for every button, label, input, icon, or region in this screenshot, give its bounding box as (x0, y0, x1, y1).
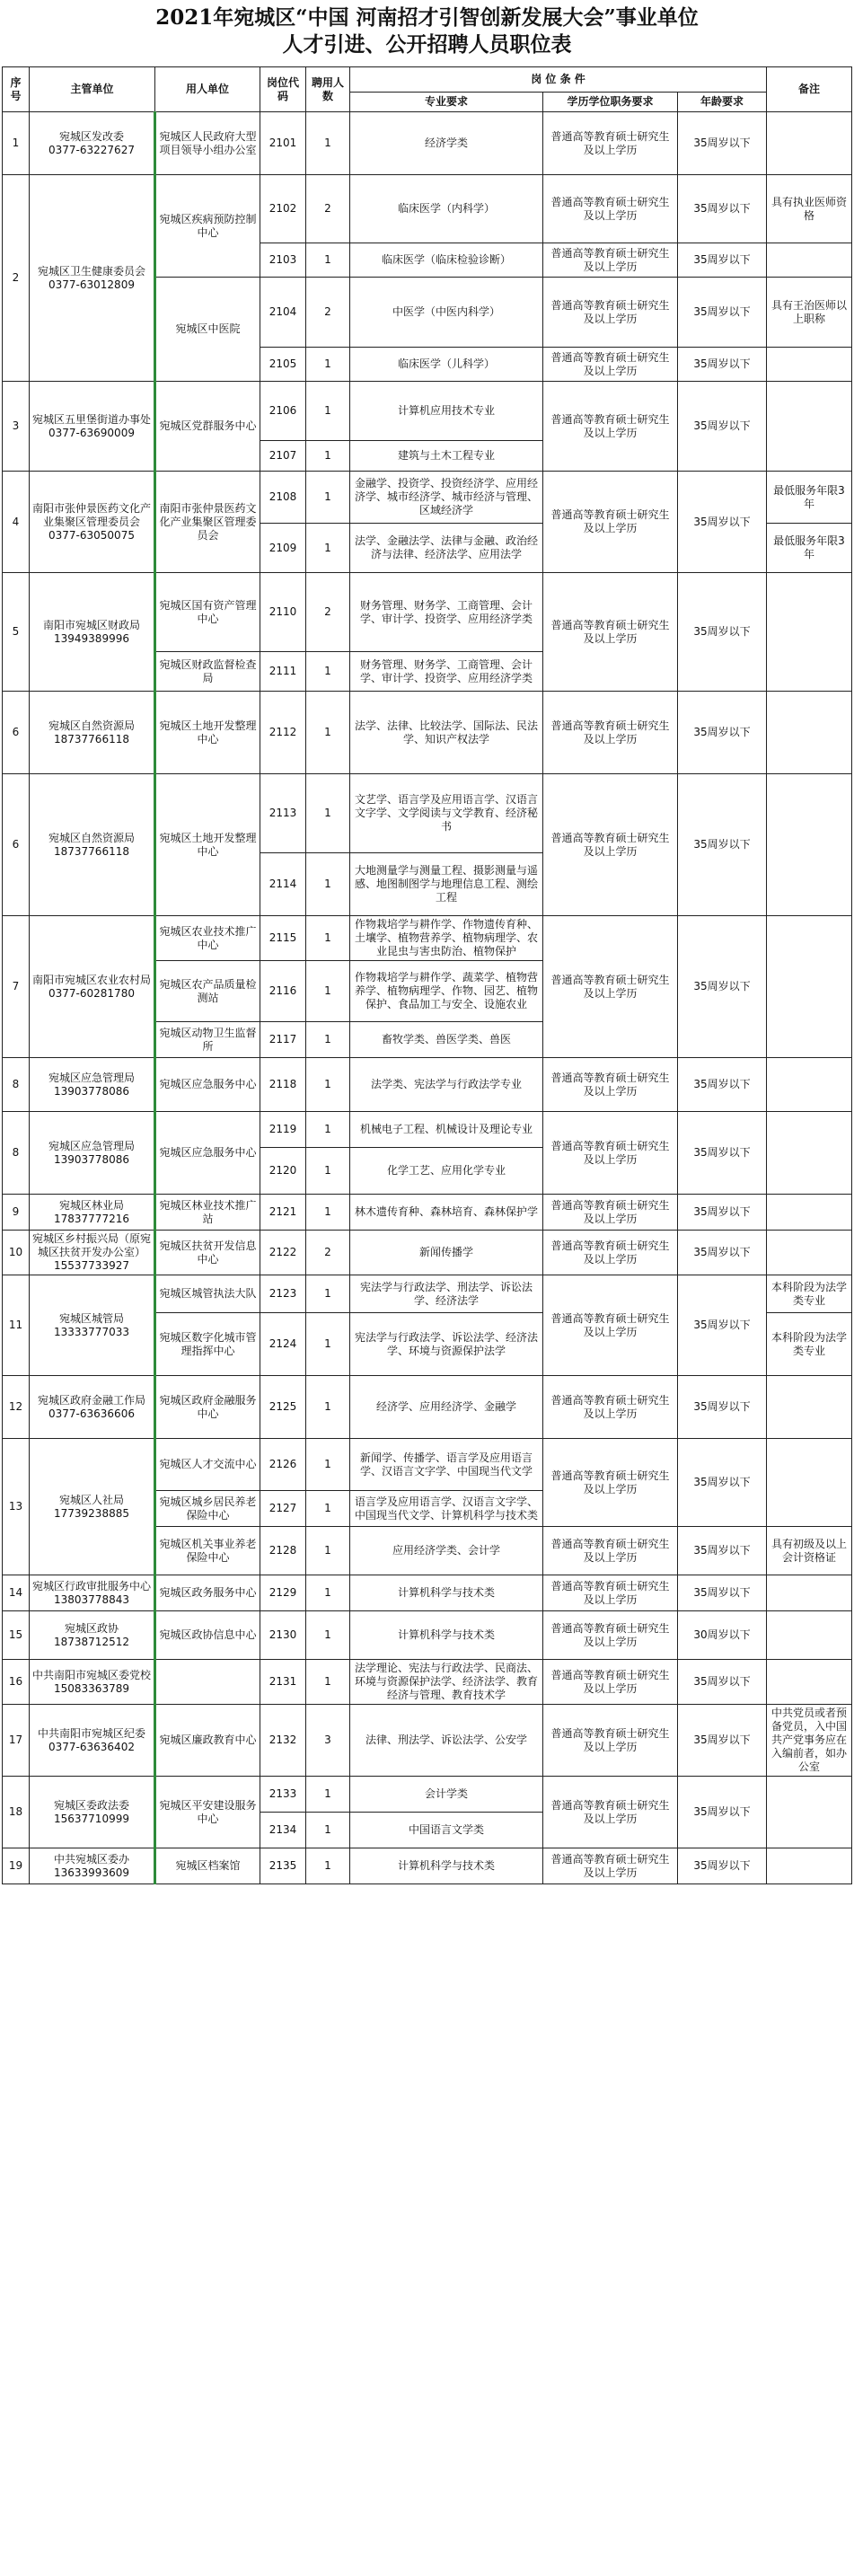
row-dept: 宛城区卫生健康委员会 0377-63012809 (30, 175, 155, 382)
row-unit: 宛城区党群服务中心 (155, 382, 260, 472)
row-unit: 宛城区农产品质量检测站 (155, 961, 260, 1022)
row-degree: 普通高等教育硕士研究生及以上学历 (543, 382, 678, 472)
row-unit: 宛城区应急服务中心 (155, 1112, 260, 1195)
row-seq: 6 (3, 774, 30, 916)
row-note (767, 112, 852, 175)
table-row (3, 112, 852, 175)
row-code: 2113 (260, 774, 306, 853)
row-code: 2135 (260, 1848, 306, 1884)
row-major: 新闻学、传播学、语言学及应用语言学、汉语言文字学、中国现当代文学 (350, 1439, 543, 1491)
row-seq: 19 (3, 1848, 30, 1884)
header-code: 岗位代码 (260, 67, 306, 112)
row-count: 1 (306, 472, 350, 524)
table-row (3, 1231, 852, 1275)
row-dept: 宛城区行政审批服务中心 13803778843 (30, 1575, 155, 1611)
row-note (767, 1848, 852, 1884)
row-major: 计算机科学与技术类 (350, 1575, 543, 1611)
row-age: 35周岁以下 (678, 1848, 767, 1884)
row-age: 35周岁以下 (678, 348, 767, 382)
row-unit: 宛城区应急服务中心 (155, 1058, 260, 1112)
row-code: 2124 (260, 1313, 306, 1376)
row-count: 1 (306, 1527, 350, 1575)
row-seq: 13 (3, 1439, 30, 1575)
row-degree: 普通高等教育硕士研究生及以上学历 (543, 692, 678, 774)
row-major: 法学类、宪法学与行政法学专业 (350, 1058, 543, 1112)
row-degree: 普通高等教育硕士研究生及以上学历 (543, 1527, 678, 1575)
row-count: 1 (306, 348, 350, 382)
row-major: 法学理论、宪法与行政法学、民商法、环境与资源保护法学、经济法学、教育经济与管理、教育技术学 (350, 1660, 543, 1705)
row-age: 35周岁以下 (678, 916, 767, 1058)
row-unit: 宛城区中医院 (155, 278, 260, 382)
row-count: 1 (306, 1813, 350, 1848)
row-unit: 宛城区动物卫生监督所 (155, 1022, 260, 1058)
row-degree: 普通高等教育硕士研究生及以上学历 (543, 774, 678, 916)
row-note (767, 382, 852, 472)
row-age: 30周岁以下 (678, 1611, 767, 1660)
row-dept: 宛城区人社局 17739238885 (30, 1439, 155, 1575)
row-seq: 2 (3, 175, 30, 382)
table-row (3, 472, 852, 524)
row-unit (155, 1660, 260, 1705)
row-major: 临床医学（内科学） (350, 175, 543, 243)
row-note (767, 348, 852, 382)
row-count: 1 (306, 1313, 350, 1376)
row-seq: 12 (3, 1376, 30, 1439)
row-major: 化学工艺、应用化学专业 (350, 1148, 543, 1195)
row-code: 2111 (260, 652, 306, 692)
row-note (767, 1058, 852, 1112)
row-unit: 宛城区政协信息中心 (155, 1611, 260, 1660)
row-note (767, 916, 852, 1058)
row-unit: 宛城区平安建设服务中心 (155, 1777, 260, 1848)
row-note: 本科阶段为法学类专业 (767, 1275, 852, 1313)
row-degree: 普通高等教育硕士研究生及以上学历 (543, 175, 678, 243)
row-count: 1 (306, 1660, 350, 1705)
table-row (3, 1439, 852, 1491)
row-major: 中医学（中医内科学） (350, 278, 543, 348)
row-major: 宪法学与行政法学、刑法学、诉讼法学、经济法学 (350, 1275, 543, 1313)
row-age: 35周岁以下 (678, 1705, 767, 1777)
table-row (3, 1611, 852, 1660)
row-age: 35周岁以下 (678, 573, 767, 692)
row-major: 文艺学、语言学及应用语言学、汉语言文字学、文学阅读与文学教育、经济秘书 (350, 774, 543, 853)
row-count: 2 (306, 175, 350, 243)
row-dept: 中共南阳市宛城区委党校15083363789 (30, 1660, 155, 1705)
row-degree: 普通高等教育硕士研究生及以上学历 (543, 1575, 678, 1611)
row-count: 1 (306, 853, 350, 916)
row-count: 1 (306, 692, 350, 774)
row-code: 2105 (260, 348, 306, 382)
row-count: 1 (306, 1195, 350, 1231)
table-row (3, 692, 852, 774)
row-note (767, 1611, 852, 1660)
row-count: 1 (306, 112, 350, 175)
row-major: 应用经济学类、会计学 (350, 1527, 543, 1575)
row-degree: 普通高等教育硕士研究生及以上学历 (543, 1376, 678, 1439)
row-code: 2118 (260, 1058, 306, 1112)
row-count: 1 (306, 1112, 350, 1148)
row-seq: 14 (3, 1575, 30, 1611)
row-code: 2123 (260, 1275, 306, 1313)
row-age: 35周岁以下 (678, 1195, 767, 1231)
row-seq: 9 (3, 1195, 30, 1231)
row-age: 35周岁以下 (678, 175, 767, 243)
row-code: 2127 (260, 1491, 306, 1527)
row-unit: 宛城区政务服务中心 (155, 1575, 260, 1611)
row-code: 2101 (260, 112, 306, 175)
row-degree: 普通高等教育硕士研究生及以上学历 (543, 112, 678, 175)
row-major: 临床医学（儿科学） (350, 348, 543, 382)
row-major: 金融学、投资学、投资经济学、应用经济学、城市经济学、城市经济与管理、区域经济学 (350, 472, 543, 524)
row-code: 2102 (260, 175, 306, 243)
row-code: 2125 (260, 1376, 306, 1439)
row-note (767, 1112, 852, 1195)
row-count: 1 (306, 1148, 350, 1195)
row-age: 35周岁以下 (678, 278, 767, 348)
row-code: 2103 (260, 243, 306, 278)
row-age: 35周岁以下 (678, 472, 767, 573)
table-row (3, 1376, 852, 1439)
row-code: 2132 (260, 1705, 306, 1777)
row-degree: 普通高等教育硕士研究生及以上学历 (543, 1058, 678, 1112)
row-dept: 宛城区委政法委 15637710999 (30, 1777, 155, 1848)
row-age: 35周岁以下 (678, 1112, 767, 1195)
row-dept: 中共南阳市宛城区纪委 0377-63636402 (30, 1705, 155, 1777)
row-count: 1 (306, 1058, 350, 1112)
row-dept: 宛城区政府金融工作局 0377-63636606 (30, 1376, 155, 1439)
row-unit: 宛城区人民政府大型项目领导小组办公室 (155, 112, 260, 175)
row-count: 2 (306, 278, 350, 348)
row-note (767, 1231, 852, 1275)
row-major: 计算机科学与技术类 (350, 1611, 543, 1660)
row-major: 会计学类 (350, 1777, 543, 1813)
row-count: 1 (306, 1376, 350, 1439)
row-major: 计算机应用技术专业 (350, 382, 543, 441)
table-row (3, 774, 852, 853)
row-degree: 普通高等教育硕士研究生及以上学历 (543, 278, 678, 348)
row-note (767, 774, 852, 916)
row-code: 2121 (260, 1195, 306, 1231)
row-code: 2107 (260, 441, 306, 472)
row-seq: 17 (3, 1705, 30, 1777)
row-code: 2134 (260, 1813, 306, 1848)
row-age: 35周岁以下 (678, 112, 767, 175)
row-unit: 宛城区财政监督检查局 (155, 652, 260, 692)
table-row (3, 1660, 852, 1705)
row-note (767, 573, 852, 692)
row-age: 35周岁以下 (678, 1527, 767, 1575)
row-note (767, 1575, 852, 1611)
row-degree: 普通高等教育硕士研究生及以上学历 (543, 1275, 678, 1376)
table-row (3, 1112, 852, 1148)
position-table (2, 66, 852, 1884)
row-dept: 中共宛城区委办 13633993609 (30, 1848, 155, 1884)
row-count: 1 (306, 916, 350, 961)
row-major: 经济学、应用经济学、金融学 (350, 1376, 543, 1439)
row-major: 语言学及应用语言学、汉语言文字学、中国现当代文学、计算机科学与技术类 (350, 1491, 543, 1527)
row-note: 最低服务年限3年 (767, 472, 852, 524)
table-row (3, 916, 852, 961)
row-dept: 宛城区乡村振兴局（原宛城区扶贫开发办公室） 15537733927 (30, 1231, 155, 1275)
row-unit: 宛城区人才交流中心 (155, 1439, 260, 1491)
row-dept: 南阳市张仲景医药文化产业集聚区管理委员会 0377-63050075 (30, 472, 155, 573)
row-major: 法学、法律、比较法学、国际法、民法学、知识产权法学 (350, 692, 543, 774)
row-degree: 普通高等教育硕士研究生及以上学历 (543, 1112, 678, 1195)
row-code: 2108 (260, 472, 306, 524)
row-major: 宪法学与行政法学、诉讼法学、经济法学、环境与资源保护法学 (350, 1313, 543, 1376)
row-dept: 宛城区发改委 0377-63227627 (30, 112, 155, 175)
row-count: 1 (306, 1575, 350, 1611)
row-dept: 宛城区林业局 17837777216 (30, 1195, 155, 1231)
row-count: 1 (306, 441, 350, 472)
table-row (3, 1058, 852, 1112)
row-age: 35周岁以下 (678, 243, 767, 278)
row-unit: 宛城区机关事业养老保险中心 (155, 1527, 260, 1575)
row-code: 2116 (260, 961, 306, 1022)
row-code: 2119 (260, 1112, 306, 1148)
row-unit: 宛城区疾病预防控制中心 (155, 175, 260, 278)
row-count: 1 (306, 243, 350, 278)
row-age: 35周岁以下 (678, 1575, 767, 1611)
row-note (767, 692, 852, 774)
row-seq: 6 (3, 692, 30, 774)
row-degree: 普通高等教育硕士研究生及以上学历 (543, 1231, 678, 1275)
row-dept: 南阳市宛城区农业农村局0377-60281780 (30, 916, 155, 1058)
table-row (3, 1705, 852, 1777)
row-unit: 宛城区廉政教育中心 (155, 1705, 260, 1777)
row-note: 具有王治医师以上职称 (767, 278, 852, 348)
row-count: 1 (306, 382, 350, 441)
row-degree: 普通高等教育硕士研究生及以上学历 (543, 1439, 678, 1527)
table-row (3, 1195, 852, 1231)
row-unit: 宛城区城管执法大队 (155, 1275, 260, 1313)
row-major: 计算机科学与技术类 (350, 1848, 543, 1884)
row-code: 2131 (260, 1660, 306, 1705)
row-degree: 普通高等教育硕士研究生及以上学历 (543, 1848, 678, 1884)
row-seq: 8 (3, 1058, 30, 1112)
row-code: 2117 (260, 1022, 306, 1058)
row-degree: 普通高等教育硕士研究生及以上学历 (543, 1195, 678, 1231)
row-note (767, 1376, 852, 1439)
row-unit: 宛城区数字化城市管理指挥中心 (155, 1313, 260, 1376)
row-note (767, 1777, 852, 1848)
row-count: 1 (306, 524, 350, 573)
row-unit: 宛城区农业技术推广中心 (155, 916, 260, 961)
row-major: 畜牧学类、兽医学类、兽医 (350, 1022, 543, 1058)
row-unit: 宛城区土地开发整理中心 (155, 774, 260, 916)
row-note (767, 1439, 852, 1527)
row-major: 经济学类 (350, 112, 543, 175)
row-major: 法学、金融法学、法律与金融、政治经济与法律、经济法学、应用法学 (350, 524, 543, 573)
row-seq: 4 (3, 472, 30, 573)
table-row (3, 1575, 852, 1611)
row-note: 最低服务年限3年 (767, 524, 852, 573)
table-row (3, 1777, 852, 1813)
row-dept: 南阳市宛城区财政局 13949389996 (30, 573, 155, 692)
row-major: 法律、刑法学、诉讼法学、公安学 (350, 1705, 543, 1777)
row-note (767, 1195, 852, 1231)
row-major: 大地测量学与测量工程、摄影测量与遥感、地图制图学与地理信息工程、测绘工程 (350, 853, 543, 916)
row-seq: 8 (3, 1112, 30, 1195)
row-age: 35周岁以下 (678, 1058, 767, 1112)
row-unit: 宛城区林业技术推广站 (155, 1195, 260, 1231)
row-count: 1 (306, 1439, 350, 1491)
row-age: 35周岁以下 (678, 1231, 767, 1275)
row-code: 2112 (260, 692, 306, 774)
row-count: 2 (306, 573, 350, 652)
row-degree: 普通高等教育硕士研究生及以上学历 (543, 916, 678, 1058)
header-note: 备注 (767, 67, 852, 112)
row-age: 35周岁以下 (678, 1275, 767, 1376)
row-major: 作物栽培学与耕作学、作物遗传育种、土壤学、植物营养学、植物病理学、农业昆虫与害虫防治、植物保护 (350, 916, 543, 961)
header-unit: 用人单位 (155, 67, 260, 112)
row-note (767, 1660, 852, 1705)
table-row (3, 175, 852, 243)
row-code: 2122 (260, 1231, 306, 1275)
row-code: 2104 (260, 278, 306, 348)
row-seq: 5 (3, 573, 30, 692)
row-unit: 宛城区国有资产管理中心 (155, 573, 260, 652)
header-major: 专业要求 (350, 93, 543, 112)
row-dept: 宛城区应急管理局 13903778086 (30, 1058, 155, 1112)
row-unit: 南阳市张仲景医药文化产业集聚区管理委员会 (155, 472, 260, 573)
row-count: 1 (306, 1848, 350, 1884)
row-count: 3 (306, 1705, 350, 1777)
row-dept: 宛城区自然资源局 18737766118 (30, 692, 155, 774)
table-row (3, 573, 852, 652)
row-count: 1 (306, 1777, 350, 1813)
row-dept: 宛城区五里堡街道办事处 0377-63690009 (30, 382, 155, 472)
row-count: 2 (306, 1231, 350, 1275)
row-age: 35周岁以下 (678, 1376, 767, 1439)
row-seq: 3 (3, 382, 30, 472)
header-dept: 主管单位 (30, 67, 155, 112)
row-count: 1 (306, 774, 350, 853)
row-seq: 1 (3, 112, 30, 175)
row-major: 中国语言文学类 (350, 1813, 543, 1848)
row-count: 1 (306, 1611, 350, 1660)
row-code: 2109 (260, 524, 306, 573)
row-note (767, 243, 852, 278)
row-unit: 宛城区土地开发整理中心 (155, 692, 260, 774)
row-degree: 普通高等教育硕士研究生及以上学历 (543, 1660, 678, 1705)
row-major: 机械电子工程、机械设计及理论专业 (350, 1112, 543, 1148)
header-count: 聘用人数 (306, 67, 350, 112)
row-code: 2130 (260, 1611, 306, 1660)
row-degree: 普通高等教育硕士研究生及以上学历 (543, 1611, 678, 1660)
row-age: 35周岁以下 (678, 1439, 767, 1527)
row-count: 1 (306, 652, 350, 692)
row-code: 2115 (260, 916, 306, 961)
table-row (3, 1275, 852, 1313)
row-dept: 宛城区城管局 13333777033 (30, 1275, 155, 1376)
row-degree: 普通高等教育硕士研究生及以上学历 (543, 348, 678, 382)
table-row (3, 1848, 852, 1884)
row-count: 1 (306, 1022, 350, 1058)
row-unit: 宛城区城乡居民养老保险中心 (155, 1491, 260, 1527)
row-seq: 15 (3, 1611, 30, 1660)
row-major: 新闻传播学 (350, 1231, 543, 1275)
row-degree: 普通高等教育硕士研究生及以上学历 (543, 243, 678, 278)
row-note: 具有初级及以上会计资格证 (767, 1527, 852, 1575)
header-seq: 序号 (3, 67, 30, 112)
row-major: 临床医学（临床检验诊断） (350, 243, 543, 278)
row-code: 2128 (260, 1527, 306, 1575)
row-degree: 普通高等教育硕士研究生及以上学历 (543, 1705, 678, 1777)
table-row (3, 382, 852, 441)
row-count: 1 (306, 1275, 350, 1313)
row-seq: 10 (3, 1231, 30, 1275)
row-degree: 普通高等教育硕士研究生及以上学历 (543, 472, 678, 573)
row-note: 具有执业医师资格 (767, 175, 852, 243)
row-code: 2126 (260, 1439, 306, 1491)
row-unit: 宛城区档案馆 (155, 1848, 260, 1884)
row-degree: 普通高等教育硕士研究生及以上学历 (543, 1777, 678, 1848)
row-code: 2133 (260, 1777, 306, 1813)
row-seq: 18 (3, 1777, 30, 1848)
header-degree: 学历学位职务要求 (543, 93, 678, 112)
row-code: 2129 (260, 1575, 306, 1611)
row-major: 林木遗传育种、森林培育、森林保护学 (350, 1195, 543, 1231)
row-major: 建筑与土木工程专业 (350, 441, 543, 472)
page-title-line2: 人才引进、公开招聘人员职位表 (282, 32, 572, 57)
row-dept: 宛城区政协 18738712512 (30, 1611, 155, 1660)
row-age: 35周岁以下 (678, 382, 767, 472)
row-code: 2120 (260, 1148, 306, 1195)
row-seq: 16 (3, 1660, 30, 1705)
row-unit: 宛城区政府金融服务中心 (155, 1376, 260, 1439)
row-note: 中共党员或者预备党员，入中国共产党事务应在入编前者，如办公室 (767, 1705, 852, 1777)
row-major: 财务管理、财务学、工商管理、会计学、审计学、投资学、应用经济学类 (350, 652, 543, 692)
row-age: 35周岁以下 (678, 774, 767, 916)
row-code: 2114 (260, 853, 306, 916)
row-age: 35周岁以下 (678, 1660, 767, 1705)
row-dept: 宛城区自然资源局 18737766118 (30, 774, 155, 916)
row-age: 35周岁以下 (678, 1777, 767, 1848)
row-seq: 11 (3, 1275, 30, 1376)
row-code: 2106 (260, 382, 306, 441)
row-count: 1 (306, 961, 350, 1022)
row-degree: 普通高等教育硕士研究生及以上学历 (543, 573, 678, 692)
row-seq: 7 (3, 916, 30, 1058)
page-title-line1: 2021年宛城区“中国 河南招才引智创新发展大会”事业单位 (155, 5, 699, 30)
row-age: 35周岁以下 (678, 692, 767, 774)
row-major: 财务管理、财务学、工商管理、会计学、审计学、投资学、应用经济学类 (350, 573, 543, 652)
row-major: 作物栽培学与耕作学、蔬菜学、植物营养学、植物病理学、作物、园艺、植物保护、食品加工与安全、设施农业 (350, 961, 543, 1022)
header-age: 年龄要求 (678, 93, 767, 112)
row-dept: 宛城区应急管理局 13903778086 (30, 1112, 155, 1195)
row-count: 1 (306, 1491, 350, 1527)
row-note: 本科阶段为法学类专业 (767, 1313, 852, 1376)
header-conditions: 岗 位 条 件 (350, 67, 767, 93)
row-unit: 宛城区扶贫开发信息中心 (155, 1231, 260, 1275)
row-code: 2110 (260, 573, 306, 652)
